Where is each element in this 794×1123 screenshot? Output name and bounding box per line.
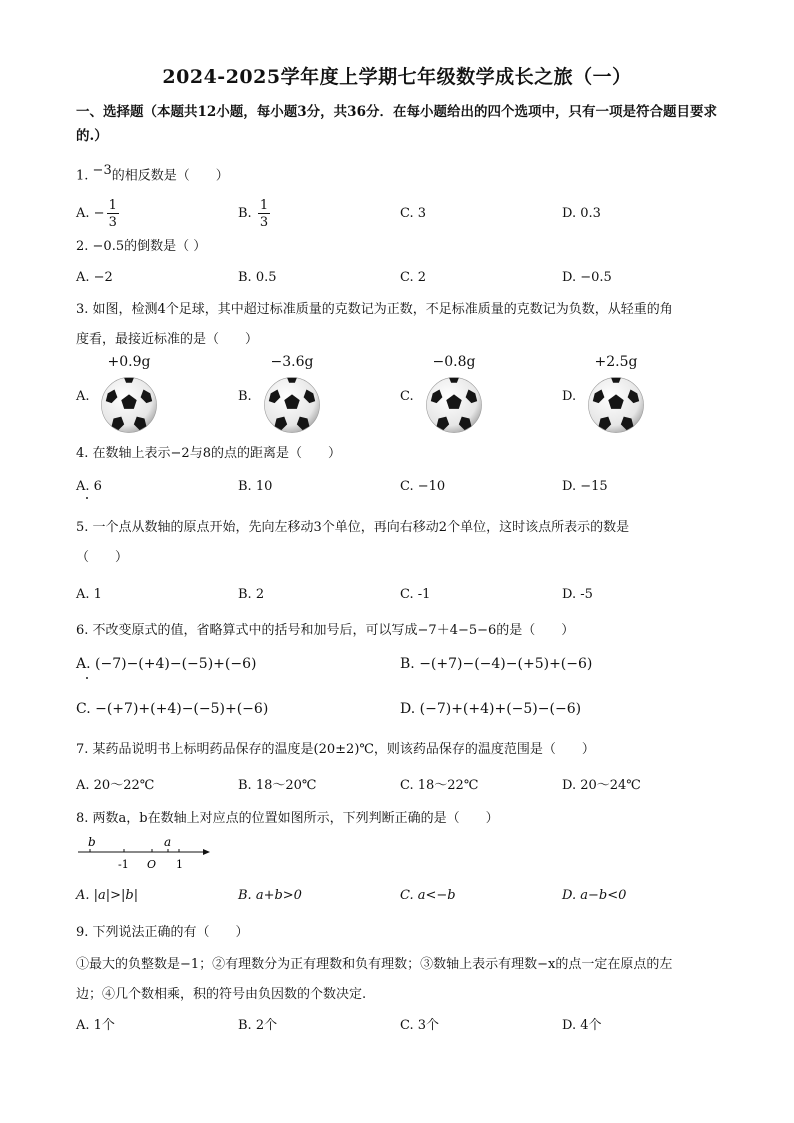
q1-option-d[interactable]: D. 0.3 xyxy=(562,206,601,221)
stray-dot xyxy=(86,497,88,499)
q8-option-a[interactable]: A. |a|>|b| xyxy=(76,888,139,903)
soccer-ball-icon xyxy=(425,376,483,434)
q6-option-c[interactable]: C. −(+7)+(+4)−(−5)+(−6) xyxy=(76,701,269,717)
q4-option-d[interactable]: D. −15 xyxy=(562,479,608,494)
q1-text: 的相反数是（ ） xyxy=(111,168,229,184)
arrow-icon xyxy=(203,849,210,855)
q9-option-a[interactable]: A. 1个 xyxy=(76,1018,115,1033)
tick-label-1: 1 xyxy=(176,858,183,871)
option-label: B. xyxy=(238,206,252,221)
question-6-options-row2 xyxy=(76,694,726,724)
q7-option-a[interactable]: A. 20～22℃ xyxy=(76,778,155,793)
ball-a-mass: +0.9g xyxy=(107,354,151,370)
question-4-stem: 4. 在数轴上表示−2与8的点的距离是（ ） xyxy=(76,446,341,461)
q3-option-a[interactable]: A. xyxy=(76,389,90,404)
soccer-ball-icon xyxy=(587,376,645,434)
question-2-options xyxy=(76,263,726,293)
question-9-line3: 边；④几个数相乘，积的符号由负因数的个数决定. xyxy=(76,987,367,1002)
q5-option-b[interactable]: B. 2 xyxy=(238,587,265,602)
minus-sign: − xyxy=(93,206,105,221)
tick-label-origin: O xyxy=(147,858,157,871)
question-8-stem: 8. 两数a，b在数轴上对应点的位置如图所示，下列判断正确的是（ ） xyxy=(76,811,499,826)
q6-option-d[interactable]: D. (−7)+(+4)+(−5)−(−6) xyxy=(400,701,582,717)
q9-option-c[interactable]: C. 3个 xyxy=(400,1018,440,1033)
q8-option-b[interactable]: B. a+b>0 xyxy=(238,888,302,903)
page-title: 2024-2025学年度上学期七年级数学成长之旅（一） xyxy=(162,66,632,88)
q6-option-a[interactable]: A. (−7)−(+4)−(−5)+(−6) xyxy=(76,656,257,672)
question-3-stem-line2: 度看，最接近标准的是（ ） xyxy=(76,332,259,347)
ball-d-mass: +2.5g xyxy=(594,354,638,370)
q8-option-c[interactable]: C. a<−b xyxy=(400,888,456,903)
q1-option-a[interactable] xyxy=(76,196,119,232)
question-8-options xyxy=(76,881,726,911)
q1-option-b[interactable] xyxy=(238,196,270,232)
q3-option-b[interactable]: B. xyxy=(238,389,252,404)
question-5-stem-line1: 5. 一个点从数轴的原点开始，先向左移动3个单位，再向右移动2个单位，这时该点所表示的数是 xyxy=(76,520,630,535)
question-7-options xyxy=(76,771,726,801)
q1-option-c[interactable]: C. 3 xyxy=(400,206,427,221)
q3-option-c[interactable]: C. xyxy=(400,389,414,404)
question-5-stem-line2: （ ） xyxy=(76,550,129,565)
q7-option-d[interactable]: D. 20～24℃ xyxy=(562,778,641,793)
question-4-options xyxy=(76,472,726,502)
q2-option-d[interactable]: D. −0.5 xyxy=(562,270,612,285)
fraction xyxy=(258,199,270,229)
question-1-stem xyxy=(76,156,726,191)
q4-option-c[interactable]: C. −10 xyxy=(400,479,446,494)
q8-option-d[interactable]: D. a−b<0 xyxy=(562,888,627,903)
q7-option-b[interactable]: B. 18～20℃ xyxy=(238,778,317,793)
q5-option-c[interactable]: C. -1 xyxy=(400,587,431,602)
question-5-options xyxy=(76,580,726,610)
question-7-stem: 7. 某药品说明书上标明药品保存的温度是(20±2)℃，则该药品保存的温度范围是（ ） xyxy=(76,742,595,757)
question-1-options xyxy=(76,196,726,232)
numerator: 1 xyxy=(108,197,117,213)
q1-math: −3 xyxy=(92,163,112,178)
q2-option-b[interactable]: B. 0.5 xyxy=(238,270,277,285)
q3-option-d[interactable]: D. xyxy=(562,389,577,404)
question-6-options-row1 xyxy=(76,649,726,679)
soccer-ball-icon xyxy=(263,376,321,434)
option-label: A. xyxy=(76,206,90,221)
question-9-options xyxy=(76,1011,726,1041)
q5-option-a[interactable]: A. 1 xyxy=(76,587,102,602)
q5-option-d[interactable]: D. -5 xyxy=(562,587,593,602)
q9-option-d[interactable]: D. 4个 xyxy=(562,1018,602,1033)
q2-option-c[interactable]: C. 2 xyxy=(400,270,427,285)
tick-label-neg1: -1 xyxy=(118,858,129,871)
point-b-label: b xyxy=(88,835,96,849)
q2-option-a[interactable]: A. −2 xyxy=(76,270,113,285)
soccer-ball-icon xyxy=(100,376,158,434)
ball-b-mass: −3.6g xyxy=(270,354,314,370)
question-9-stem: 9. 下列说法正确的有（ ） xyxy=(76,925,249,940)
fraction xyxy=(107,199,119,229)
stray-dot xyxy=(86,677,88,679)
q4-option-a[interactable]: A. 6 xyxy=(76,479,102,494)
denominator: 3 xyxy=(259,214,269,230)
ball-c-mass: −0.8g xyxy=(432,354,476,370)
question-3-stem-line1: 3. 如图，检测4个足球，其中超过标准质量的克数记为正数，不足标准质量的克数记为负数，从轻重的角 xyxy=(76,302,673,317)
question-9-line2: ①最大的负整数是−1；②有理数分为正有理数和负有理数；③数轴上表示有理数−x的点一定在原点的左 xyxy=(76,957,673,972)
question-2-stem: 2. −0.5的倒数是（ ） xyxy=(76,239,207,254)
q4-option-b[interactable]: B. 10 xyxy=(238,479,273,494)
q6-option-b[interactable]: B. −(+7)−(−4)−(+5)+(−6) xyxy=(400,656,593,672)
section-heading: 一、选择题（本题共12小题，每小题3分，共36分．在每小题给出的四个选项中，只有一项是符合题目要求的.） xyxy=(76,104,717,144)
q9-option-b[interactable]: B. 2个 xyxy=(238,1018,278,1033)
question-6-stem: 6. 不改变原式的值，省略算式中的括号和加号后，可以写成−7＋4−5−6的是（ ） xyxy=(76,623,575,638)
point-a-label: a xyxy=(164,835,172,849)
q7-option-c[interactable]: C. 18～22℃ xyxy=(400,778,479,793)
numerator: 1 xyxy=(259,197,269,213)
number-line-diagram xyxy=(76,834,216,874)
q1-number: 1. xyxy=(76,168,93,184)
denominator: 3 xyxy=(108,214,117,230)
